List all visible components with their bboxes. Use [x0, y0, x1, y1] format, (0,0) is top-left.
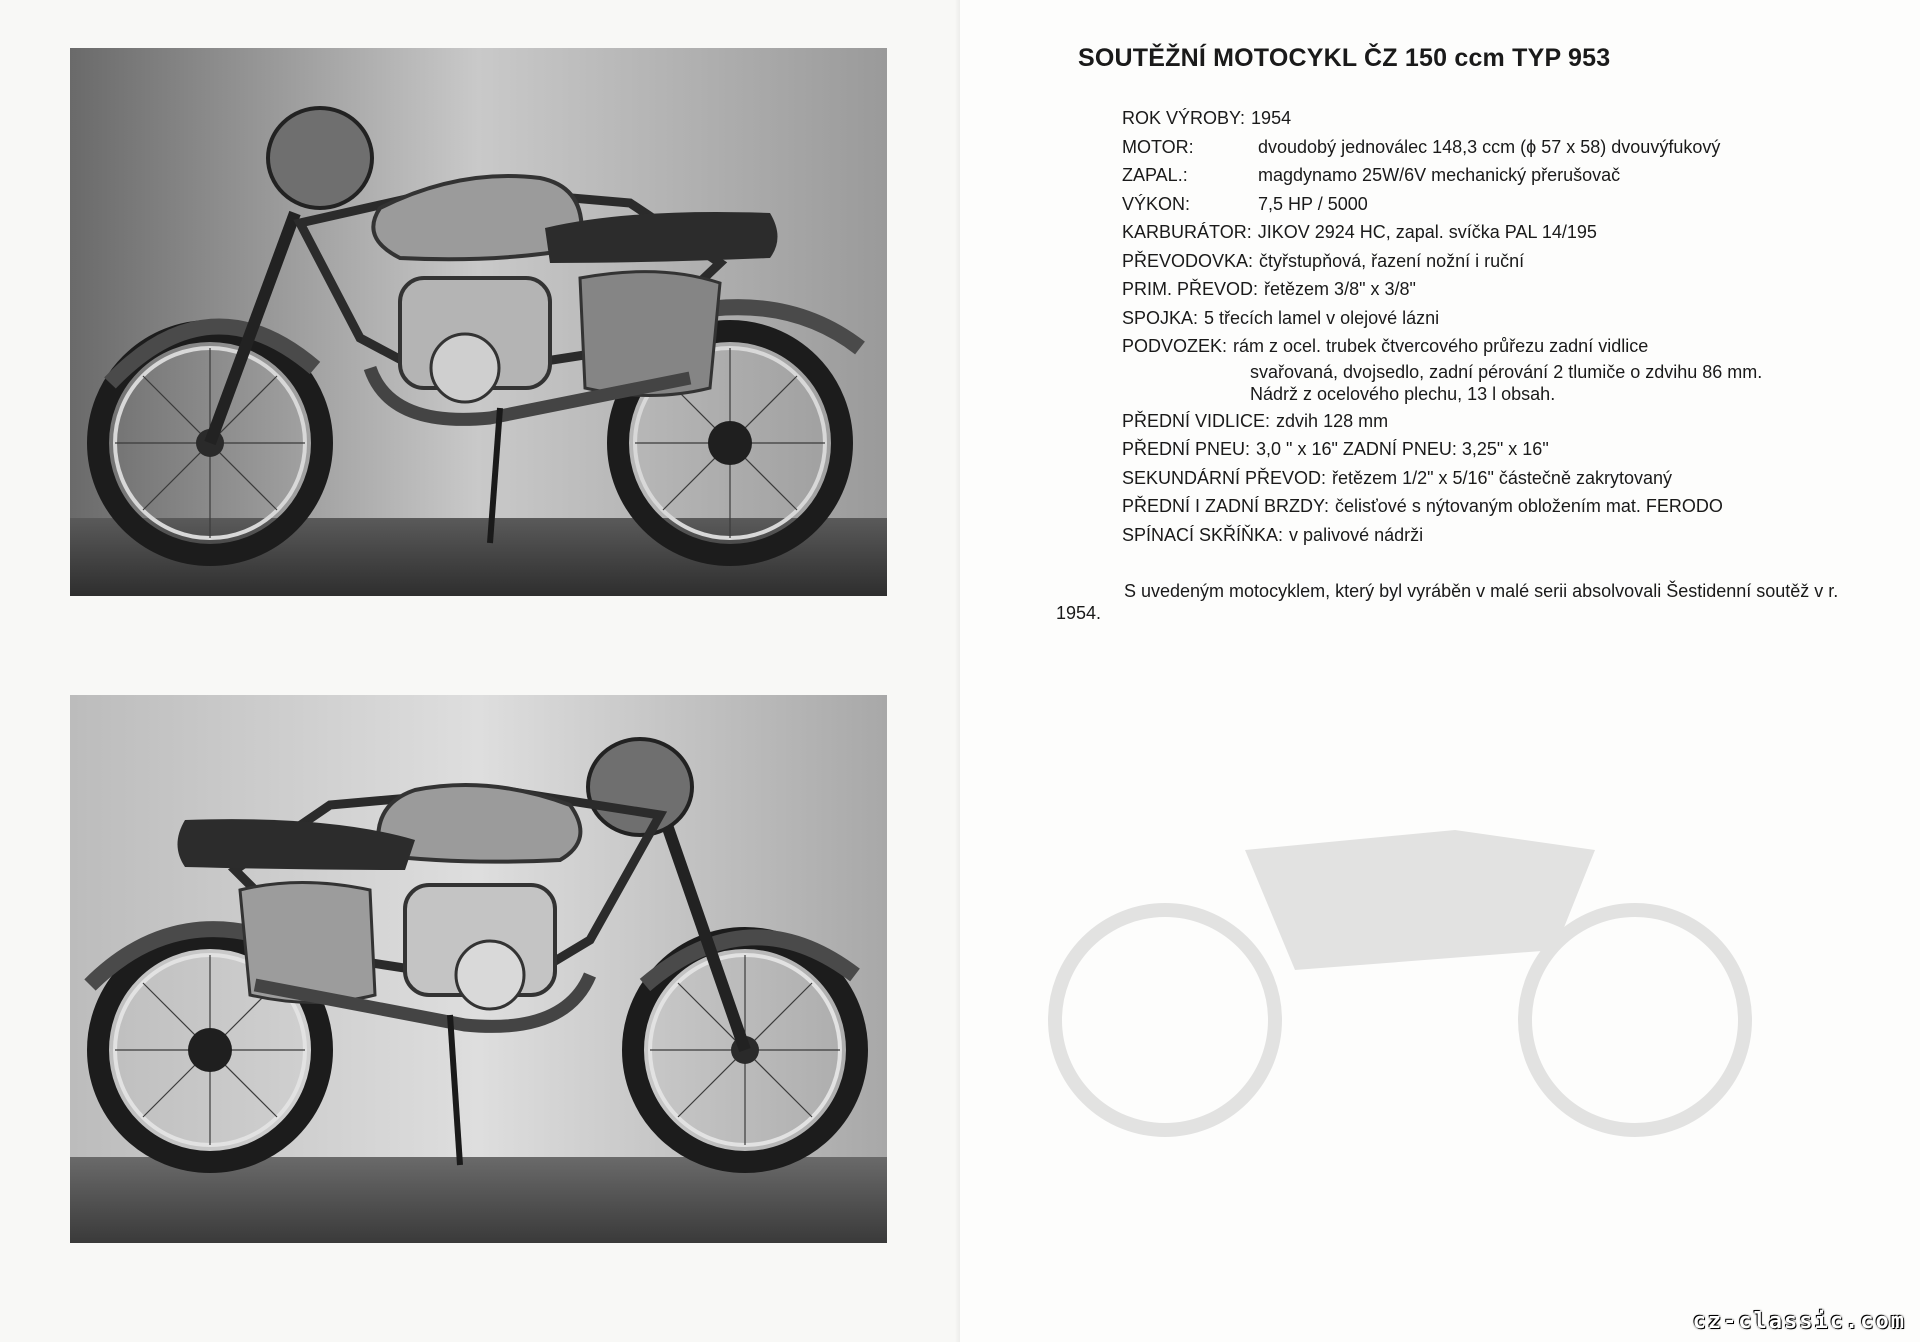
spec-label: PŘEVODOVKA:: [1122, 250, 1254, 271]
spec-row-brakes: [1122, 492, 1882, 521]
spec-list: [1122, 104, 1882, 549]
spec-value: 7,5 HP / 5000: [1258, 193, 1368, 214]
spec-label: PRIM. PŘEVOD:: [1122, 279, 1259, 299]
spec-value: 5 třecích lamel v olejové lázni: [1204, 307, 1440, 328]
spec-label: ROK VÝROBY:: [1122, 108, 1246, 128]
closing-note-text: S uvedeným motocyklem, který byl vyráběn v malé serii absolvovali Šestidenní soutěž v r. 1954.: [1056, 581, 1839, 623]
spec-value: čtyřstupňová, řazení nožní i ruční: [1259, 250, 1525, 271]
spec-label: PŘEDNÍ I ZADNÍ BRZDY:: [1122, 496, 1330, 516]
spec-value: v palivové nádrži: [1289, 524, 1424, 545]
spec-value: řetězem 1/2" x 5/16" částečně zakrytovaný: [1332, 467, 1672, 488]
spec-label: KARBURÁTOR:: [1122, 222, 1252, 242]
spec-row-chassis: [1122, 332, 1882, 361]
spec-value: řetězem 3/8" x 3/8": [1264, 279, 1416, 299]
page-title: SOUTĚŽNÍ MOTOCYKL ČZ 150 ccm TYP 953: [1078, 44, 1611, 72]
spec-value: dvoudobý jednoválec 148,3 ccm (ϕ 57 x 58) dvouvýfukový: [1258, 136, 1721, 157]
spec-value: JIKOV 2924 HC, zapal. svíčka PAL 14/195: [1257, 222, 1597, 242]
spec-row-tyres: [1122, 435, 1882, 464]
spec-label: ZAPAL.:: [1122, 165, 1188, 185]
motorcycle-photo-bottom: [70, 695, 887, 1243]
spec-row-clutch: [1122, 304, 1882, 333]
spec-row-carburetor: [1122, 218, 1882, 247]
motorcycle-photo-top: [70, 48, 887, 596]
site-watermark: cz-classic.com: [1692, 1309, 1906, 1334]
spec-row-primary-drive: [1122, 275, 1882, 304]
spec-value: čelisťové s nýtovaným obložením mat. FERODO: [1335, 496, 1723, 516]
spec-label: PŘEDNÍ PNEU:: [1122, 439, 1251, 459]
spec-value: 3,0 " x 16" ZADNÍ PNEU: 3,25" x 16": [1256, 439, 1549, 459]
spec-label: PŘEDNÍ VIDLICE:: [1122, 410, 1271, 431]
spec-label: MOTOR:: [1122, 136, 1194, 157]
spec-label: SPÍNACÍ SKŘÍŇKA:: [1122, 524, 1284, 545]
spec-row-secondary-drive: [1122, 464, 1882, 493]
spec-continuation: svařovaná, dvojsedlo, zadní pérování 2 tlumiče o zdvihu 86 mm.: [1250, 361, 1763, 382]
spec-row-engine: [1122, 133, 1882, 162]
spec-label: SPOJKA:: [1122, 307, 1199, 328]
spec-continuation: Nádrž z ocelového plechu, 13 l obsah.: [1250, 383, 1556, 404]
spec-row-ignition-switch: [1122, 521, 1882, 550]
spec-row-front-fork: [1122, 407, 1882, 436]
spec-label: VÝKON:: [1122, 193, 1191, 214]
spec-value: magdynamo 25W/6V mechanický přerušovač: [1258, 165, 1621, 185]
spec-label: PODVOZEK:: [1122, 336, 1228, 356]
motorcycle-illustration-bottom: [70, 695, 887, 1243]
closing-note: [1056, 580, 1856, 624]
spec-value: rám z ocel. trubek čtvercového průřezu zadní vidlice: [1233, 336, 1649, 356]
spec-row-power: [1122, 190, 1882, 219]
spec-row-gearbox: [1122, 247, 1882, 276]
motorcycle-illustration-top: [70, 48, 887, 596]
show-through-motorcycle: [1035, 690, 1805, 1235]
spec-row-ignition: [1122, 161, 1882, 190]
spec-value: zdvih 128 mm: [1276, 410, 1389, 431]
spec-value: 1954: [1251, 108, 1292, 128]
spec-label: SEKUNDÁRNÍ PŘEVOD:: [1122, 467, 1327, 488]
spec-row-year: [1122, 104, 1882, 133]
